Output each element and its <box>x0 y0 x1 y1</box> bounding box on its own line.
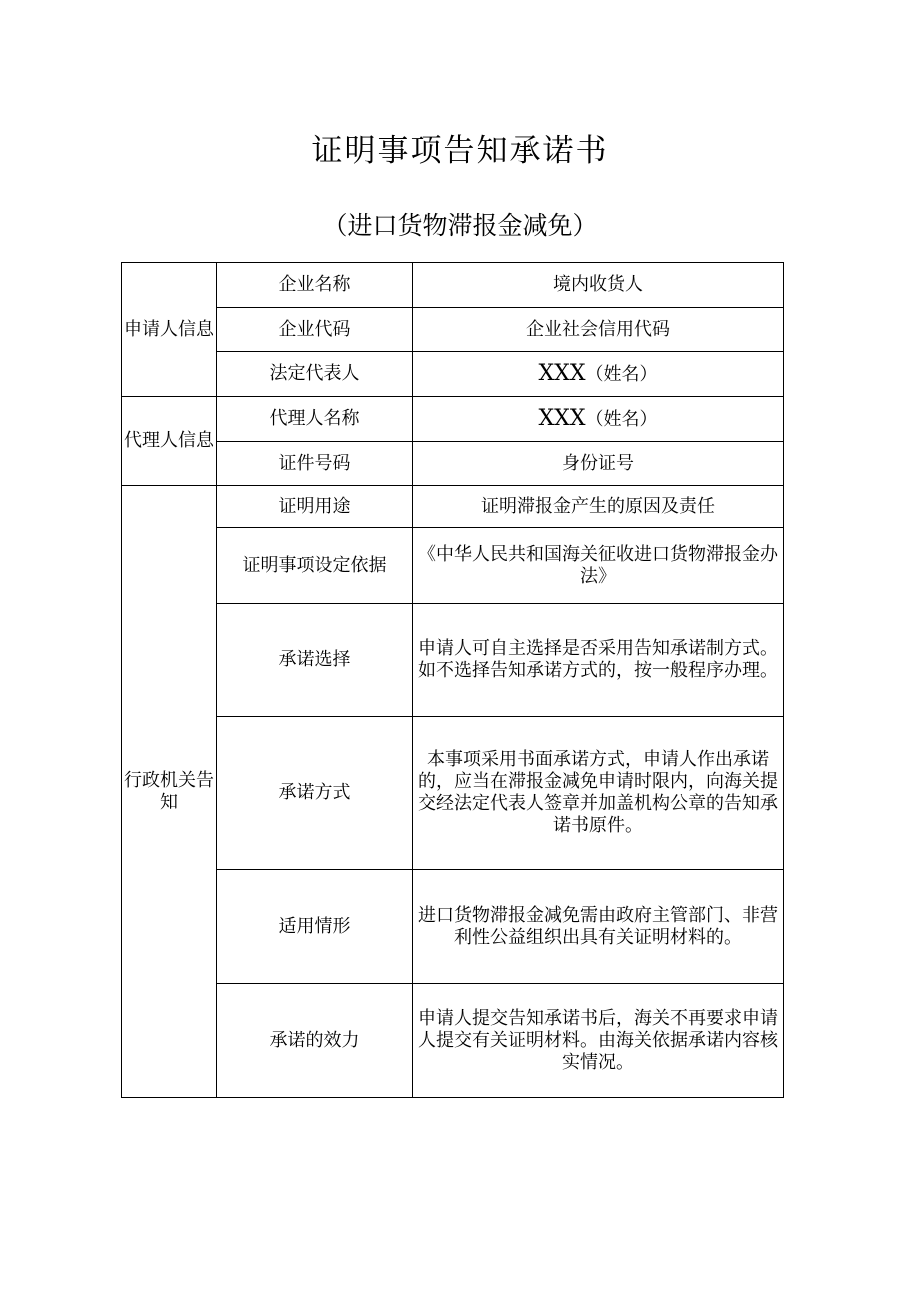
agent-name-suffix: （姓名） <box>585 408 658 430</box>
id-number-label: 证件号码 <box>217 442 413 486</box>
company-code-label: 企业代码 <box>217 308 413 352</box>
document-subtitle: （进口货物滞报金减免） <box>322 211 598 240</box>
table-row <box>122 717 784 870</box>
commitment-choice-label: 承诺选择 <box>217 604 413 717</box>
agent-group-text: 代理人信息 <box>124 430 214 451</box>
company-name-value: 境内收货人 <box>413 263 784 308</box>
company-name-label: 企业名称 <box>217 263 413 308</box>
table-row <box>122 486 784 528</box>
admin-group-text: 行政机关告知 <box>124 769 214 813</box>
table-row <box>122 528 784 604</box>
legal-basis-label: 证明事项设定依据 <box>217 528 413 604</box>
id-number-value: 身份证号 <box>413 442 784 486</box>
commitment-effect-value: 申请人提交告知承诺书后，海关不再要求申请人提交有关证明材料。由海关依据承诺内容核实情况。 <box>413 984 784 1098</box>
admin-group-label <box>122 486 217 1098</box>
applicant-group-label <box>122 263 217 397</box>
applicable-cases-value: 进口货物滞报金减免需由政府主管部门、非营利性公益组织出具有关证明材料的。 <box>413 870 784 984</box>
commitment-choice-value: 申请人可自主选择是否采用告知承诺制方式。如不选择告知承诺方式的，按一般程序办理。 <box>413 604 784 717</box>
commitment-method-value: 本事项采用书面承诺方式，申请人作出承诺的，应当在滞报金减免申请时限内，向海关提交经法定代表人签章并加盖机构公章的告知承诺书原件。 <box>413 717 784 870</box>
purpose-label: 证明用途 <box>217 486 413 528</box>
legal-rep-label: 法定代表人 <box>217 352 413 397</box>
document-title: 证明事项告知承诺书 <box>311 133 609 169</box>
applicable-cases-label: 适用情形 <box>217 870 413 984</box>
table-row <box>122 352 784 397</box>
table-row <box>122 442 784 486</box>
agent-name-label: 代理人名称 <box>217 397 413 442</box>
table-row <box>122 397 784 442</box>
applicant-group-text: 申请人信息 <box>124 318 214 340</box>
agent-name-placeholder: XXX <box>538 405 586 431</box>
table-row <box>122 263 784 308</box>
legal-rep-name-placeholder: XXX <box>538 360 586 386</box>
table-row <box>122 604 784 717</box>
commitment-effect-label: 承诺的效力 <box>217 984 413 1098</box>
legal-rep-name-suffix: （姓名） <box>585 363 658 385</box>
purpose-value: 证明滞报金产生的原因及责任 <box>413 486 784 528</box>
company-code-value: 企业社会信用代码 <box>413 308 784 352</box>
agent-group-label <box>122 397 217 486</box>
table-row <box>122 870 784 984</box>
legal-basis-value: 《中华人民共和国海关征收进口货物滞报金办法》 <box>413 528 784 604</box>
agent-name-value <box>413 397 784 442</box>
commitment-form-table <box>121 262 784 1098</box>
legal-rep-value <box>413 352 784 397</box>
commitment-method-label: 承诺方式 <box>217 717 413 870</box>
table-row <box>122 308 784 352</box>
table-row <box>122 984 784 1098</box>
